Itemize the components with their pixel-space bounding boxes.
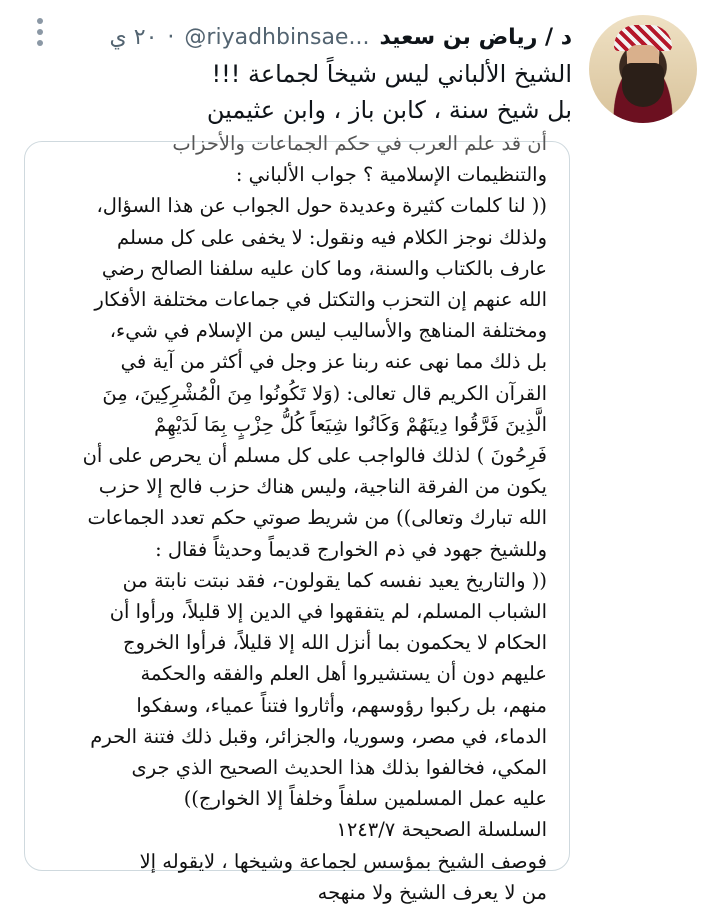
scan-line: والتنظيمات الإسلامية ؟ جواب الألباني : [235,163,547,187]
scan-line: (( والتاريخ يعيد نفسه كما يقولون-، فقد نبتت نابتة من [122,568,547,592]
scan-line: (( لنا كلمات كثيرة وعديدة حول الجواب عن هذا السؤال، [96,194,547,218]
scan-line: المكي، فخالفوا بذلك هذا الحديث الصحيح الذي جرى [131,756,547,780]
more-dot [37,29,43,35]
tweet-line: الشيخ الألباني ليس شيخاً لجماعة !!! [211,60,572,88]
avatar-beard [622,63,664,107]
header-separator: · [167,24,175,50]
scan-line: الله عنهم إن التحزب والتكتل في جماعات مختلفة الأفكار [94,288,547,312]
more-dot [37,40,43,46]
scan-line: عليه عمل المسلمين سلفاً وخلفاً إلا الخوارج)) [183,787,547,811]
more-dot [37,18,43,24]
scan-line: أن قد علم العرب في حكم الجماعات والأحزاب [172,132,547,155]
author-handle[interactable]: @riyadhbinsae... [184,24,370,50]
scan-line: عارف بالكتاب والسنة، وما كان عليه سلفنا الصالح رضي [101,256,547,280]
author-name[interactable]: د / رياض بن سعيد [379,24,572,50]
scan-line: عليهم دون أن يستشيروا أهل العلم والفقه والحكمة [140,662,547,686]
profile-avatar[interactable] [589,15,697,123]
scan-line: القرآن الكريم قال تعالى: (وَلا تَكُونُوا مِنَ الْمُشْرِكِينَ، مِنَ [102,381,547,405]
scan-line: السلسلة الصحيحة ١٢٤٣/٧ [336,818,547,842]
tweet-header [110,20,572,54]
scan-line: الدماء، في مصر، وسوريا، والجزائر، وقبل ذلك فتنة الحرم [90,724,547,748]
scan-line: ولذلك نوجز الكلام فيه ونقول: لا يخفى على كل مسلم [116,225,547,249]
scan-line: منهم، بل ركبوا رؤوسهم، وأثاروا فتناً عمياء، وسفكوا [136,693,547,717]
scan-line: الله تبارك وتعالى)) من شريط صوتي حكم تعدد الجماعات [87,506,547,530]
more-options-icon[interactable] [30,18,50,46]
scanned-text [25,128,569,908]
scan-line: الَّذِينَ فَرَّقُوا دِينَهُمْ وَكَانُوا شِيَعاً كُلُّ حِزْبٍ بِمَا لَدَيْهِمْ [154,412,547,436]
scan-line: يكون من الفرقة الناجية، وليس هناك حزب فالح إلا حزب [98,475,547,499]
scan-line: فوصف الشيخ بمؤسس لجماعة وشيخها ، لايقوله إلا [139,849,547,873]
scan-line: وللشيخ جهود في ذم الخوارج قديماً وحديثاً فقال : [155,537,547,561]
scan-line: بل ذلك مما نهى عنه ربنا عز وجل في أكثر من آية في [120,350,547,374]
scan-line: الشباب المسلم، لم يتفقهوا في الدين إلا قليلاً، ورأوا أن [109,600,547,624]
scan-line: الحكام لا يحكمون بما أنزل الله إلا قليلاً، فرأوا الخروج [123,631,547,655]
scan-line: من لا يعرف الشيخ ولا منهجه [317,880,547,904]
attached-image[interactable] [24,132,570,904]
scan-line: ومختلفة المناهج والأساليب ليس من الإسلام في شيء، [109,319,547,343]
scan-line: فَرِحُونَ ) لذلك فالواجب على كل مسلم أن يحرص على أن [82,444,547,468]
tweet-line: بل شيخ سنة ، كابن باز ، وابن عثيمين [206,96,572,124]
tweet-timestamp[interactable]: ٢٠ ي [109,24,158,50]
tweet-text [22,56,572,128]
